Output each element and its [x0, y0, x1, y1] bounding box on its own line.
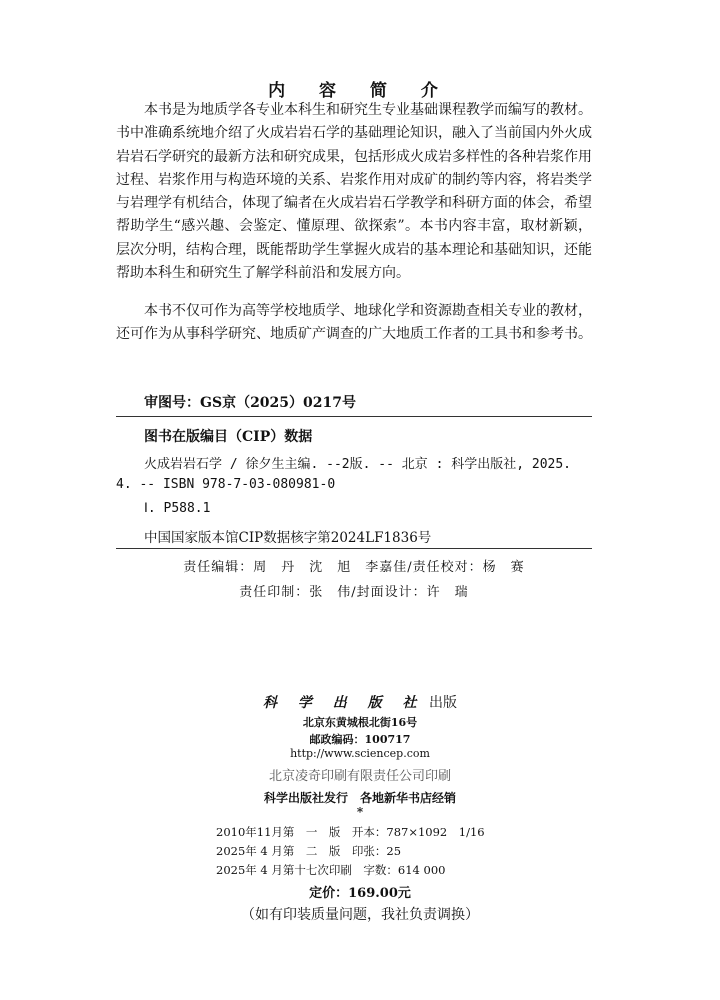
cip-bottom-divider — [116, 548, 592, 549]
summary-paragraph-2-text: 本书不仅可作为高等学校地质学、地球化学和资源勘查相关专业的教材，还可作为从事科学研究、地质矿产调查的广大地质工作者的工具书和参考书。 — [116, 303, 592, 343]
publisher-url: http://www.sciencep.com — [290, 747, 430, 760]
summary-paragraph-1-text: 本书是为地质学各专业本科生和研究生专业基础课程教学而编写的教材。书中准确系统地介绍了火成岩岩石学的基础理论知识，融入了当前国内外火成岩岩石学研究的最新方法和研究成果，包括形成火成岩多样性的各种岩浆作用过程、岩浆作用与构造环境的关系、岩浆作用对成矿的制约等内容，将岩类学与岩理学有机结合，体现了编者在火成岩岩石学教学和科研方面的体会，希望帮助学生“感兴趣、会鉴定、懂原理、欲探索”。本书内容丰富，取材新颖，层次分明，结构合理，既能帮助学生掌握火成岩的基本理论和基础知识，还能帮助本科生和研究生了解学科前沿和发展方向。 — [116, 102, 592, 282]
cip-line-1: 火成岩岩石学 / 徐夕生主编. --2版. -- 北京 : 科学出版社, 2025. — [144, 457, 572, 472]
printer-line: 北京凌奇印刷有限责任公司印刷 — [268, 769, 451, 784]
cip-line-2: 4. -- ISBN 978-7-03-080981-0 — [116, 477, 336, 492]
summary-title: 内 容 简 介 — [268, 81, 452, 101]
quality-note: （如有印装质量问题，我社负责调换） — [241, 907, 479, 923]
summary-paragraph-1 — [116, 99, 592, 309]
publisher-name: 科 学 出 版 社 — [263, 695, 425, 711]
distribution-line: 科学出版社发行 各地新华书店经销 — [263, 791, 456, 805]
publisher-postcode: 邮政编码：100717 — [309, 733, 411, 746]
edition-spec-1: 2010年11月第 一 版 开本：787×1092 1/16 — [216, 825, 485, 839]
price: 定价：169.00元 — [309, 886, 411, 901]
publisher-line — [0, 692, 720, 712]
printing-credit: 责任印制：张 伟/封面设计：许 瑞 — [239, 585, 469, 600]
edition-spec-2: 2025年 4 月第 二 版 印张：25 — [216, 844, 402, 858]
map-review-number: 审图号：GS京（2025）0217号 — [144, 395, 356, 411]
publisher-address: 北京东黄城根北街16号 — [302, 716, 418, 729]
edition-spec-3: 2025年 4 月第十七次印刷 字数：614 000 — [216, 863, 446, 877]
separator-star: * — [356, 805, 364, 819]
cip-heading: 图书在版编目（CIP）数据 — [144, 429, 313, 445]
cip-line-4: 中国国家版本馆CIP数据核字第2024LF1836号 — [144, 530, 432, 546]
cip-top-divider — [116, 416, 592, 417]
editors-credit: 责任编辑：周 丹 沈 旭 李嘉佳/责任校对：杨 赛 — [183, 560, 525, 575]
summary-paragraph-2 — [116, 300, 592, 370]
publisher-suffix: 出版 — [428, 695, 457, 711]
cip-line-3: Ⅰ. P588.1 — [144, 501, 211, 516]
